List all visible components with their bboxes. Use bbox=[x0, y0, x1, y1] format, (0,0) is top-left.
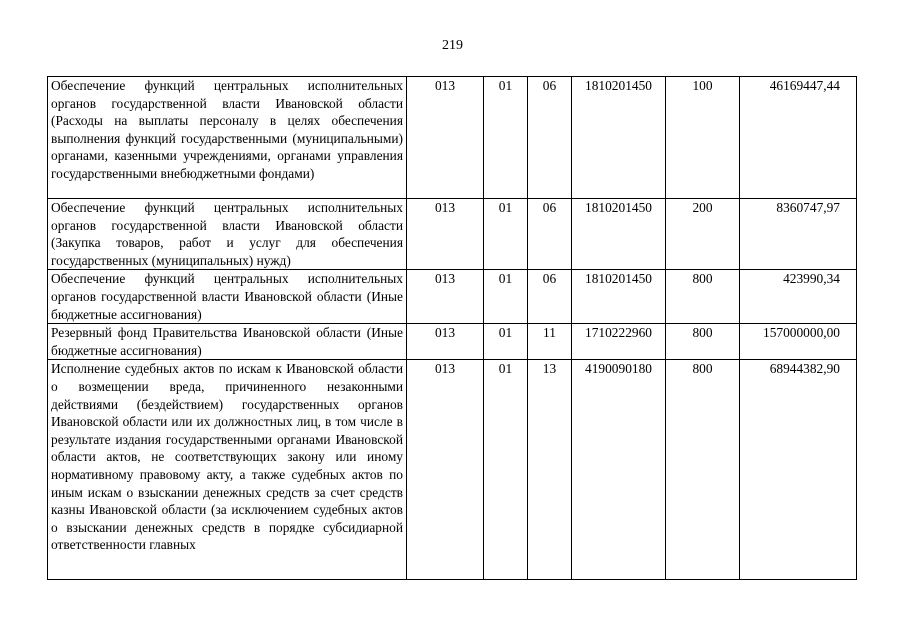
grbs-code: 013 bbox=[407, 360, 484, 580]
subsection-code: 06 bbox=[528, 77, 572, 199]
section-code: 01 bbox=[484, 77, 528, 199]
amount: 157000000,00 bbox=[740, 324, 857, 360]
table-row bbox=[48, 270, 857, 324]
expense-description: Резервный фонд Правительства Ивановской области (Иные бюджетные ассигнования) bbox=[48, 324, 407, 360]
section-code: 01 bbox=[484, 199, 528, 270]
target-article-code: 1810201450 bbox=[572, 199, 666, 270]
subsection-code: 11 bbox=[528, 324, 572, 360]
amount: 8360747,97 bbox=[740, 199, 857, 270]
grbs-code: 013 bbox=[407, 324, 484, 360]
expense-description: Исполнение судебных актов по искам к Ивановской области о возмещении вреда, причиненного незаконными действиями (бездействием) государственных органов Ивановской области или их должностных лиц, в том числе в результате издания государственными органами Ивановской области актов, не соответствующих закону или иному нормативному правовому акту, а также судебных актов по иным искам о взыскании денежных средств за счет средств казны Ивановской области (за исключением судебных актов о взыскании денежных средств в порядке субсидиарной ответственности главных bbox=[48, 360, 407, 580]
subsection-code: 13 bbox=[528, 360, 572, 580]
expense-type-code: 200 bbox=[666, 199, 740, 270]
subsection-code: 06 bbox=[528, 199, 572, 270]
table-row bbox=[48, 199, 857, 270]
section-code: 01 bbox=[484, 270, 528, 324]
target-article-code: 4190090180 bbox=[572, 360, 666, 580]
table-row bbox=[48, 360, 857, 580]
table-row bbox=[48, 77, 857, 199]
grbs-code: 013 bbox=[407, 199, 484, 270]
expense-type-code: 800 bbox=[666, 324, 740, 360]
target-article-code: 1810201450 bbox=[572, 77, 666, 199]
expense-description: Обеспечение функций центральных исполнительных органов государственной власти Ивановской области (Закупка товаров, работ и услуг для обеспечения государственных (муниципальных) нужд) bbox=[48, 199, 407, 270]
table-row bbox=[48, 324, 857, 360]
amount: 423990,34 bbox=[740, 270, 857, 324]
target-article-code: 1810201450 bbox=[572, 270, 666, 324]
amount: 68944382,90 bbox=[740, 360, 857, 580]
budget-table bbox=[47, 76, 857, 580]
grbs-code: 013 bbox=[407, 77, 484, 199]
expense-type-code: 800 bbox=[666, 270, 740, 324]
expense-type-code: 100 bbox=[666, 77, 740, 199]
amount: 46169447,44 bbox=[740, 77, 857, 199]
target-article-code: 1710222960 bbox=[572, 324, 666, 360]
grbs-code: 013 bbox=[407, 270, 484, 324]
section-code: 01 bbox=[484, 360, 528, 580]
subsection-code: 06 bbox=[528, 270, 572, 324]
section-code: 01 bbox=[484, 324, 528, 360]
page-number: 219 bbox=[442, 38, 463, 53]
expense-description: Обеспечение функций центральных исполнительных органов государственной власти Ивановской области (Иные бюджетные ассигнования) bbox=[48, 270, 407, 324]
expense-description: Обеспечение функций центральных исполнительных органов государственной власти Ивановской области (Расходы на выплаты персоналу в целях обеспечения выполнения функций государственными (муниципальными) органами, казенными учреждениями, органами управления государственными внебюджетными фондами) bbox=[48, 77, 407, 199]
expense-type-code: 800 bbox=[666, 360, 740, 580]
